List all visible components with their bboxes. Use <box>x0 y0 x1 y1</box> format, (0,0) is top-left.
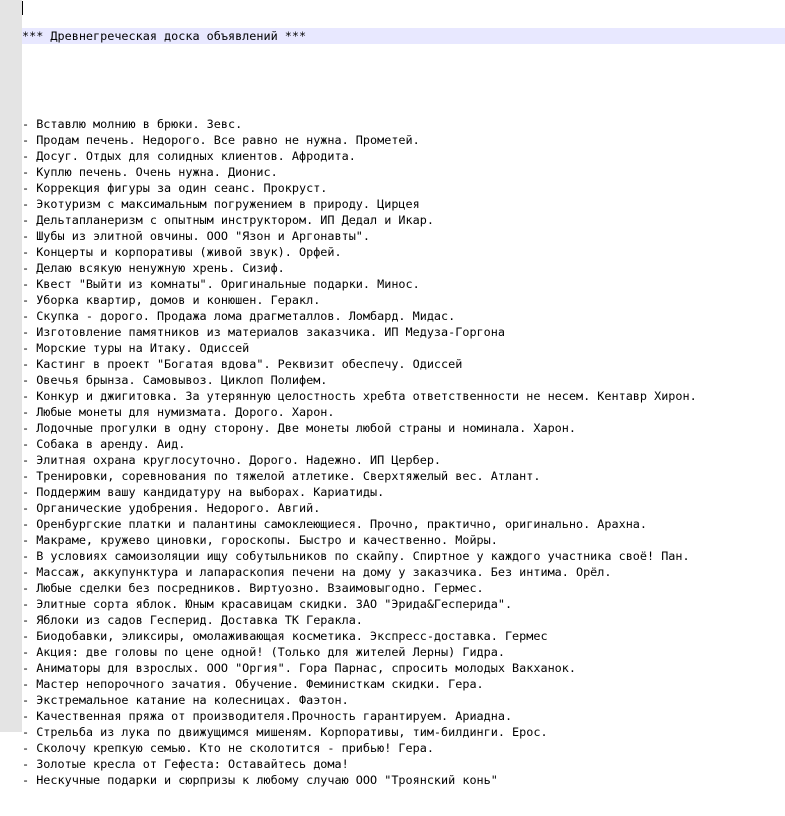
ad-line: - Скупка - дорого. Продажа лома драгметаллов. Ломбард. Мидас. <box>22 309 456 323</box>
ad-line: - Лодочные прогулки в одну сторону. Две монеты любой страны и номинала. Харон. <box>22 421 576 435</box>
ad-line: - Элитная охрана круглосуточно. Дорого. Надежно. ИП Цербер. <box>22 453 442 467</box>
ad-line: - Элитные сорта яблок. Юным красавицам скидки. ЗАО "Эрида&Гесперида". <box>22 597 513 611</box>
ad-line: - Коррекция фигуры за один сеанс. Прокруст. <box>22 181 328 195</box>
ad-line: - Делаю всякую ненужную хрень. Сизиф. <box>22 261 285 275</box>
ad-line: - Золотые кресла от Гефеста: Оставайтесь дома! <box>22 757 349 771</box>
ad-line: - Поддержим вашу кандидатуру на выборах. Кариатиды. <box>22 485 385 499</box>
ad-line: - Биодобавки, эликсиры, омолаживающая косметика. Экспресс-доставка. Гермес <box>22 629 548 643</box>
editor-text-area[interactable] <box>22 0 785 787</box>
ad-line: - Концерты и корпоративы (живой звук). Орфей. <box>22 245 342 259</box>
ad-line: - Дельтапланеризм с опытным инструктором. ИП Дедал и Икар. <box>22 213 434 227</box>
ad-line: - Досуг. Отдых для солидных клиентов. Афродита. <box>22 149 356 163</box>
title-line: *** Древнегреческая доска объявлений *** <box>22 28 785 44</box>
ad-line: - Органические удобрения. Недорого. Авгий. <box>22 501 321 515</box>
ad-line: - Сколочу крепкую семью. Кто не сколотится - прибью! Гера. <box>22 741 434 755</box>
ad-line: - Яблоки из садов Гесперид. Доставка ТК Геракла. <box>22 613 363 627</box>
ad-line: - Морские туры на Итаку. Одиссей <box>22 341 250 355</box>
ad-line: - Уборка квартир, домов и конюшен. Геракл. <box>22 293 321 307</box>
ad-line: - Качественная пряжа от производителя.Прочность гарантируем. Ариадна. <box>22 709 513 723</box>
ad-line: - Овечья брынза. Самовывоз. Циклоп Полифем. <box>22 373 328 387</box>
ad-line: - Собака в аренду. Аид. <box>22 437 186 451</box>
ad-line: - Вставлю молнию в брюки. Зевс. <box>22 117 243 131</box>
ad-line: - Акция: две головы по цене одной! (Только для жителей Лерны) Гидра. <box>22 645 505 659</box>
editor-gutter <box>0 0 22 732</box>
ads-list <box>22 116 785 788</box>
ad-line: - Макраме, кружево циновки, гороскопы. Быстро и качественно. Мойры. <box>22 533 498 547</box>
ad-line: - Экотуризм с максимальным погружением в природу. Цирцея <box>22 197 420 211</box>
ad-line: - Любые монеты для нумизмата. Дорого. Харон. <box>22 405 335 419</box>
ad-line: - Массаж, аккупунктура и лапараскопия печени на дому у заказчика. Без интима. Орёл. <box>22 565 612 579</box>
ad-line: - Мастер непорочного зачатия. Обучение. Феминисткам скидки. Гера. <box>22 677 484 691</box>
ad-line: - Аниматоры для взрослых. ООО "Оргия". Гора Парнас, спросить молодых Вакханок. <box>22 661 576 675</box>
ad-line: - Оренбургские платки и палантины самоклеющиеся. Прочно, практично, оригинально. Арахна. <box>22 517 648 531</box>
ad-line: - Стрельба из лука по движущимся мишеням. Корпоративы, тим-билдинги. Ерос. <box>22 725 548 739</box>
ad-line: - Конкур и джигитовка. За утерянную целостность хребта ответственности не несем. Кентавр Хирон. <box>22 389 697 403</box>
ad-line: - Изготовление памятников из материалов заказчика. ИП Медуза-Горгона <box>22 325 505 339</box>
ad-line: - Куплю печень. Очень нужна. Дионис. <box>22 165 278 179</box>
ad-line: - В условиях самоизоляции ищу собутыльников по скайпу. Спиртное у каждого участника своё! Пан. <box>22 549 690 563</box>
text-caret <box>22 1 23 15</box>
ad-line: - Кастинг в проект "Богатая вдова". Реквизит обеспечу. Одиссей <box>22 357 463 371</box>
ad-line: - Квест "Выйти из комнаты". Оригинальные подарки. Минос. <box>22 277 420 291</box>
blank-line <box>22 72 785 88</box>
ad-line: - Тренировки, соревнования по тяжелой атлетике. Сверхтяжелый вес. Атлант. <box>22 469 541 483</box>
ad-line: - Любые сделки без посредников. Виртуозно. Взаимовыгодно. Гермес. <box>22 581 484 595</box>
ad-line: - Нескучные подарки и сюрпризы к любому случаю ООО "Троянский конь" <box>22 773 498 787</box>
ad-line: - Шубы из элитной овчины. ООО "Язон и Аргонавты". <box>22 229 371 243</box>
ad-line: - Продам печень. Недорого. Все равно не нужна. Прометей. <box>22 133 420 147</box>
ad-line: - Экстремальное катание на колесницах. Фаэтон. <box>22 693 349 707</box>
